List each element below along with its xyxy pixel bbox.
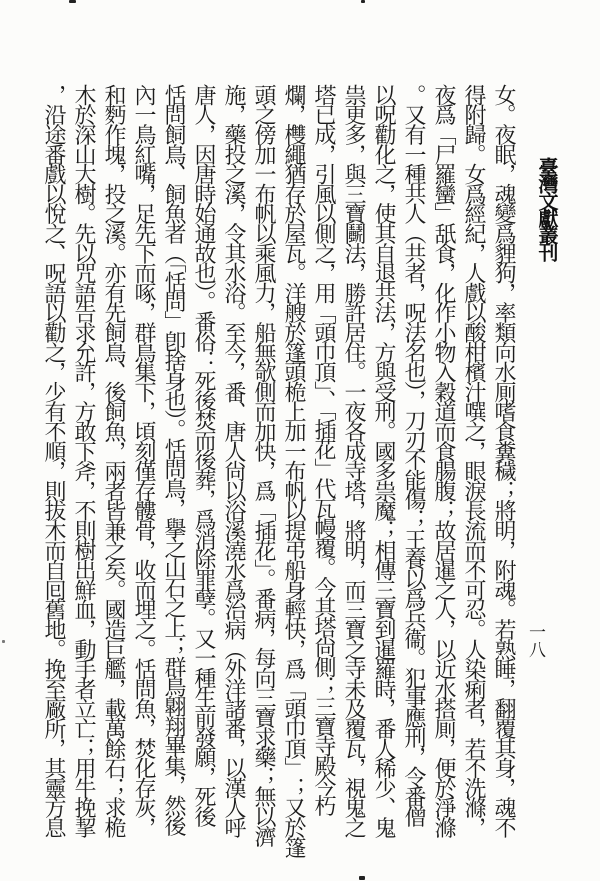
text-column-16: ，沿途番戲以悅之、呪語以勸之，少有不順，則拔木而自囘舊地。挽至廠所，其靈方息 — [41, 84, 66, 837]
scan-speck — [69, 0, 76, 3]
text-column-12: 恬問飼鳥、飼魚者（「恬問」卽捨身也）。恬問鳥，擧之山石之上；群鳥翺翔畢集，然後 — [161, 84, 186, 835]
series-title: 臺灣文獻叢刊 — [535, 157, 559, 259]
text-column-14: 和麪作塊，投之溪。亦有先飼鳥、後飼魚，兩者皆兼之矣。國造巨艦，載萬餘石；求桅 — [101, 84, 126, 837]
text-column-5: 以呪勸化之，使其自退共法，方與受刑。國多祟魔；相傳三寶到暹羅時，番人稀少、鬼 — [371, 84, 396, 837]
main-text-block — [36, 84, 518, 870]
scan-speck — [359, 876, 365, 880]
text-column-10: 施，藥投之溪，令其水浴。至今，番、唐人尙以浴溪澆水爲治病（外洋諸番，以漢人呼 — [221, 84, 246, 837]
text-column-13: 內一鳥紅嘴，足先下而啄，群鳥集下，頃刻僅存髏骨，收而埋之。恬問魚，焚化存灰， — [131, 84, 156, 837]
text-column-8: 爛，欆繩猶存於屋瓦。洋艘於篷頭桅上加一布帆以提弔船身輕快，爲「頭巾頂」；又於篷 — [281, 84, 306, 857]
text-column-7: 塔已成，引風以側之，用「頭巾頂」、「插花」代瓦幔覆。今其塔尙側；三寶寺殿今朽 — [311, 84, 336, 815]
scan-speck — [2, 640, 5, 643]
text-column-4: 。又有一種共人（共者，呪法名也），刀刃不能傷；王養以爲兵衞。犯事應刑，令番僧 — [401, 84, 426, 826]
text-column-9: 頭之傍加一布帆以乘風力，船無欹側而加快，爲「插花」。番病，每向三寶求藥；無以濟 — [251, 84, 276, 846]
text-column-1: 女。夜眠，魂變爲貍狗，率類向水厠嗜食糞穢；將明，附魂。若熟睡，翻覆其身，魂不 — [491, 84, 516, 837]
text-column-2: 得附歸。女爲經紀，人戲以酸柑檳汁噀之，眼淚長流而不可忍。人染痢者，若不洗滌， — [461, 84, 486, 837]
text-column-11: 唐人，因唐時始通故也）。番俗：死後焚而後葬，爲消除罪孽。又一種生前發願，死後 — [191, 84, 216, 826]
scan-speck — [361, 0, 365, 3]
page-number: 一八 — [525, 623, 545, 659]
text-column-15: 木於深山大樹。先以咒語告求允許，方敢下斧，不則樹出鮮血，動手者立亡；用牛挽挈 — [71, 84, 96, 837]
text-column-6: 祟更多，與三寶鬭法，勝許居住。一夜各成寺塔，將明，而三寶之寺未及覆瓦，視鬼之 — [341, 84, 366, 837]
text-column-3: 夜爲「尸羅蠻」舐食，化作小物入穀道而食腸腹；故居暹之人，以近水搭厠，便於淨滌 — [431, 84, 456, 837]
